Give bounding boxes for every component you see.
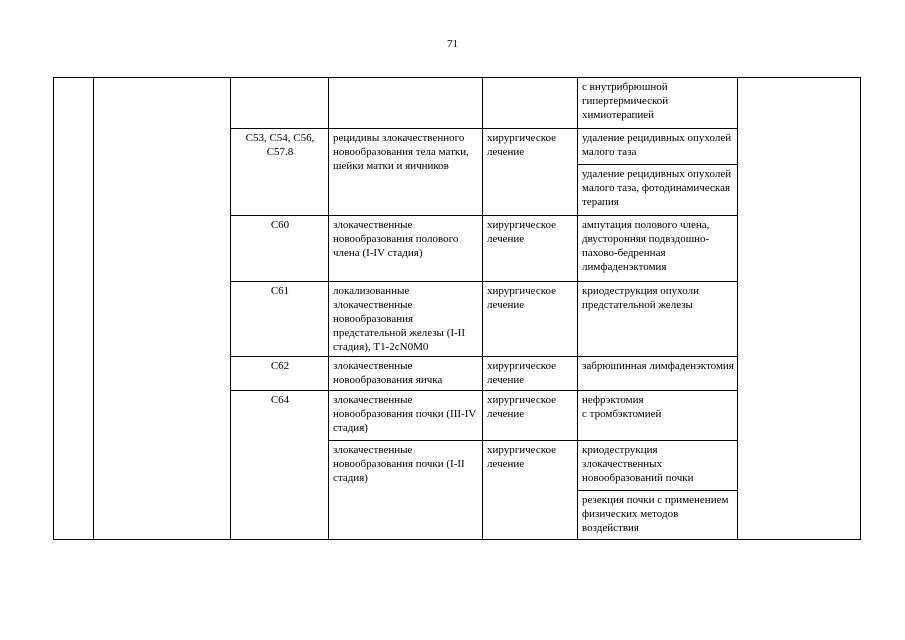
method-cell: криодеструкция злокачественных новообразований почки bbox=[578, 441, 738, 491]
icd-code-cell: C60 bbox=[231, 216, 329, 282]
method-cell: криодеструкция опухоли предстательной железы bbox=[578, 282, 738, 357]
method-cell: резекция почки с применением физических методов воздействия bbox=[578, 491, 738, 540]
method-cell: удаление рецидивных опухолей малого таза bbox=[578, 129, 738, 165]
method-cell: нефрэктомия с тромбэктомией bbox=[578, 391, 738, 441]
method-cell: забрюшинная лимфаденэктомия bbox=[578, 357, 738, 391]
diagnosis-cell: рецидивы злокачественного новообразования тела матки, шейки матки и яичников bbox=[329, 129, 483, 216]
diagnosis-cell: злокачественные новообразования яичка bbox=[329, 357, 483, 391]
treatment-cell: хирургическое лечение bbox=[483, 129, 578, 216]
icd-code-cell bbox=[231, 78, 329, 129]
method-cell: с внутрибрюшной гипертермической химиотерапией bbox=[578, 78, 738, 129]
care-type-cell bbox=[94, 78, 231, 540]
diagnosis-cell: злокачественные новообразования почки (I-II стадия) bbox=[329, 441, 483, 540]
treatment-cell: хирургическое лечение bbox=[483, 357, 578, 391]
treatment-cell: хирургическое лечение bbox=[483, 282, 578, 357]
diagnosis-cell: локализованные злокачественные новообразования предстательной железы (I-II стадия), T1-2cN0M0 bbox=[329, 282, 483, 357]
row-number-cell bbox=[54, 78, 94, 540]
medical-care-table bbox=[53, 77, 861, 540]
page-number: 71 bbox=[447, 38, 458, 50]
table-row bbox=[54, 78, 861, 129]
icd-code-cell: C61 bbox=[231, 282, 329, 357]
icd-code-cell: C53, C54, C56, C57.8 bbox=[231, 129, 329, 216]
method-cell: ампутация полового члена, двусторонняя подвздошно-пахово-бедренная лимфаденэктомия bbox=[578, 216, 738, 282]
method-cell: удаление рецидивных опухолей малого таза, фотодинамическая терапия bbox=[578, 165, 738, 216]
diagnosis-cell: злокачественные новообразования полового члена (I-IV стадия) bbox=[329, 216, 483, 282]
icd-code-cell: C62 bbox=[231, 357, 329, 391]
treatment-cell bbox=[483, 78, 578, 129]
treatment-cell: хирургическое лечение bbox=[483, 441, 578, 540]
treatment-cell: хирургическое лечение bbox=[483, 391, 578, 441]
tariff-cell bbox=[738, 78, 861, 540]
diagnosis-cell: злокачественные новообразования почки (III-IV стадия) bbox=[329, 391, 483, 441]
diagnosis-cell bbox=[329, 78, 483, 129]
icd-code-cell: C64 bbox=[231, 391, 329, 540]
treatment-cell: хирургическое лечение bbox=[483, 216, 578, 282]
